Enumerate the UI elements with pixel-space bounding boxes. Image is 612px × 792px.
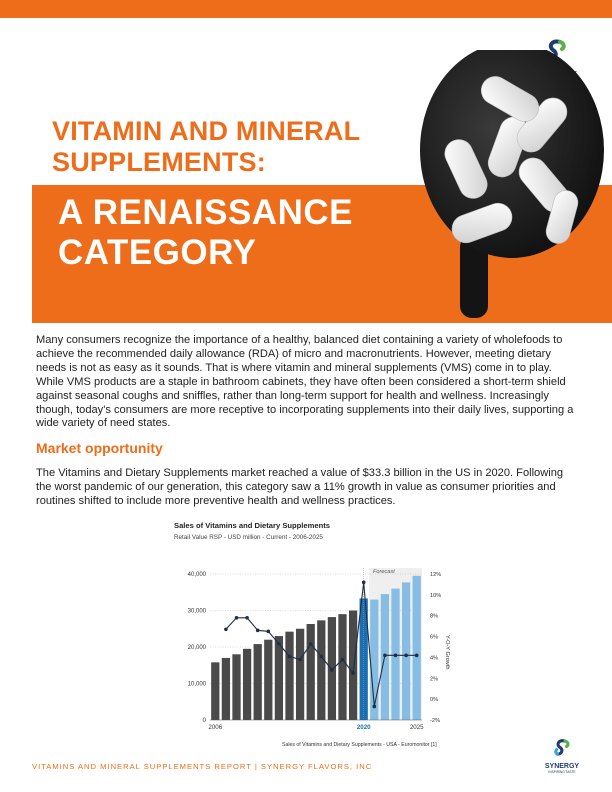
bar-2006 — [211, 662, 219, 720]
synergy-footer-logo — [534, 738, 590, 774]
growth-point-2012 — [277, 642, 281, 646]
chart-source: Sales of Vitamins and Dietary Supplements - USA - Euromonitor [1] — [282, 742, 437, 748]
bar-2011 — [264, 640, 272, 720]
growth-point-2022 — [383, 654, 387, 658]
section-paragraph: The Vitamins and Dietary Supplements market reached a value of $33.3 billion in the US in 2020. Following the worst pandemic of our generation, this category saw a 11% growth in value as consumer priorities and routines shifted to include more preventive health and wellness practices. — [36, 467, 564, 507]
y-tick-label-right: 8% — [430, 613, 439, 620]
y-tick-label-right: -2% — [430, 718, 440, 724]
growth-point-2019 — [351, 671, 355, 675]
bar-2009 — [243, 649, 251, 720]
y-tick-label-right: 10% — [430, 592, 442, 599]
bar-2019 — [349, 611, 357, 721]
synergy-footer-logo-icon — [552, 738, 572, 758]
growth-point-2018 — [341, 658, 345, 662]
growth-point-2025 — [415, 654, 419, 658]
y-tick-label-right: 6% — [430, 634, 439, 641]
y-tick-label-left: 20,000 — [187, 645, 206, 651]
y-tick-label-left: 30,000 — [187, 608, 206, 615]
spoon-with-capsules-image — [408, 50, 612, 318]
y-tick-label-left: 40,000 — [187, 572, 206, 578]
bar-2025 — [413, 576, 421, 720]
bar-2007 — [222, 658, 230, 720]
forecast-label: Forecast — [373, 569, 395, 575]
y-tick-label-right: 2% — [430, 676, 439, 683]
chart-subtitle: Retail Value RSP - USD million - Current - 2006-2025 — [174, 534, 323, 541]
growth-point-2015 — [309, 642, 313, 646]
growth-point-2024 — [404, 654, 408, 658]
bar-2015 — [307, 624, 315, 720]
growth-point-2011 — [267, 630, 271, 634]
growth-point-2020 — [362, 581, 366, 585]
top-bar — [0, 0, 612, 18]
growth-point-2009 — [245, 616, 249, 620]
section-heading: Market opportunity — [36, 440, 163, 456]
y-tick-label-right: 4% — [430, 655, 439, 662]
bar-2012 — [275, 636, 283, 720]
x-tick-label: 2006 — [208, 724, 223, 731]
footer-logo-name: SYNERGY — [544, 763, 580, 770]
sales-chart — [160, 518, 452, 750]
growth-point-2017 — [330, 668, 334, 672]
growth-point-2008 — [235, 616, 239, 620]
growth-point-2013 — [288, 655, 292, 659]
bar-2008 — [232, 654, 240, 720]
growth-point-2021 — [373, 705, 377, 709]
intro-paragraph: Many consumers recognize the importance of a healthy, balanced diet containing a variety of wholefoods to achieve the recommended daily allowance (RDA) of micro and macronutrients. However, meeting dietary needs is not as easy as it sounds. That is where vitamin and mineral supplements (VMS) come in to play. While VMS products are a staple in bathroom cabinets, they have often been considered a short-term shield against seasonal coughs and sniffles, rather than long-term support for health and wellness. Increasingly though, today's consumers are more receptive to incorporating supplements into their daily lives, supporting a wide variety of need states. — [36, 334, 574, 430]
bar-2014 — [296, 629, 304, 720]
x-tick-label: 2020 — [356, 724, 371, 731]
growth-point-2010 — [256, 629, 260, 633]
page-subtitle: A RENAISSANCE CATEGORY — [58, 193, 353, 272]
page-footer: VITAMINS AND MINERAL SUPPLEMENTS REPORT | SYNERGY FLAVORS, INC — [32, 762, 373, 771]
y-tick-label-right: 0% — [430, 697, 439, 704]
growth-point-2007 — [224, 627, 228, 631]
y-tick-label-left: 0 — [202, 718, 206, 724]
growth-point-2016 — [320, 655, 324, 659]
footer-logo-tagline: INSPIRING TASTE — [548, 770, 576, 774]
bar-2010 — [254, 644, 262, 720]
bar-2024 — [402, 582, 410, 720]
bar-2018 — [338, 614, 346, 720]
page-title: VITAMIN AND MINERAL SUPPLEMENTS: — [52, 116, 360, 177]
x-tick-label: 2025 — [409, 724, 424, 731]
bar-2016 — [317, 620, 325, 720]
chart-title: Sales of Vitamins and Dietary Supplements — [174, 521, 331, 530]
y-axis-label-right: Y-O-Y Growth — [444, 635, 450, 670]
y-tick-label-left: 10,000 — [187, 681, 206, 688]
y-tick-label-right: 12% — [430, 572, 442, 578]
growth-point-2023 — [394, 654, 398, 658]
bar-2013 — [285, 632, 293, 720]
growth-point-2014 — [298, 658, 302, 662]
